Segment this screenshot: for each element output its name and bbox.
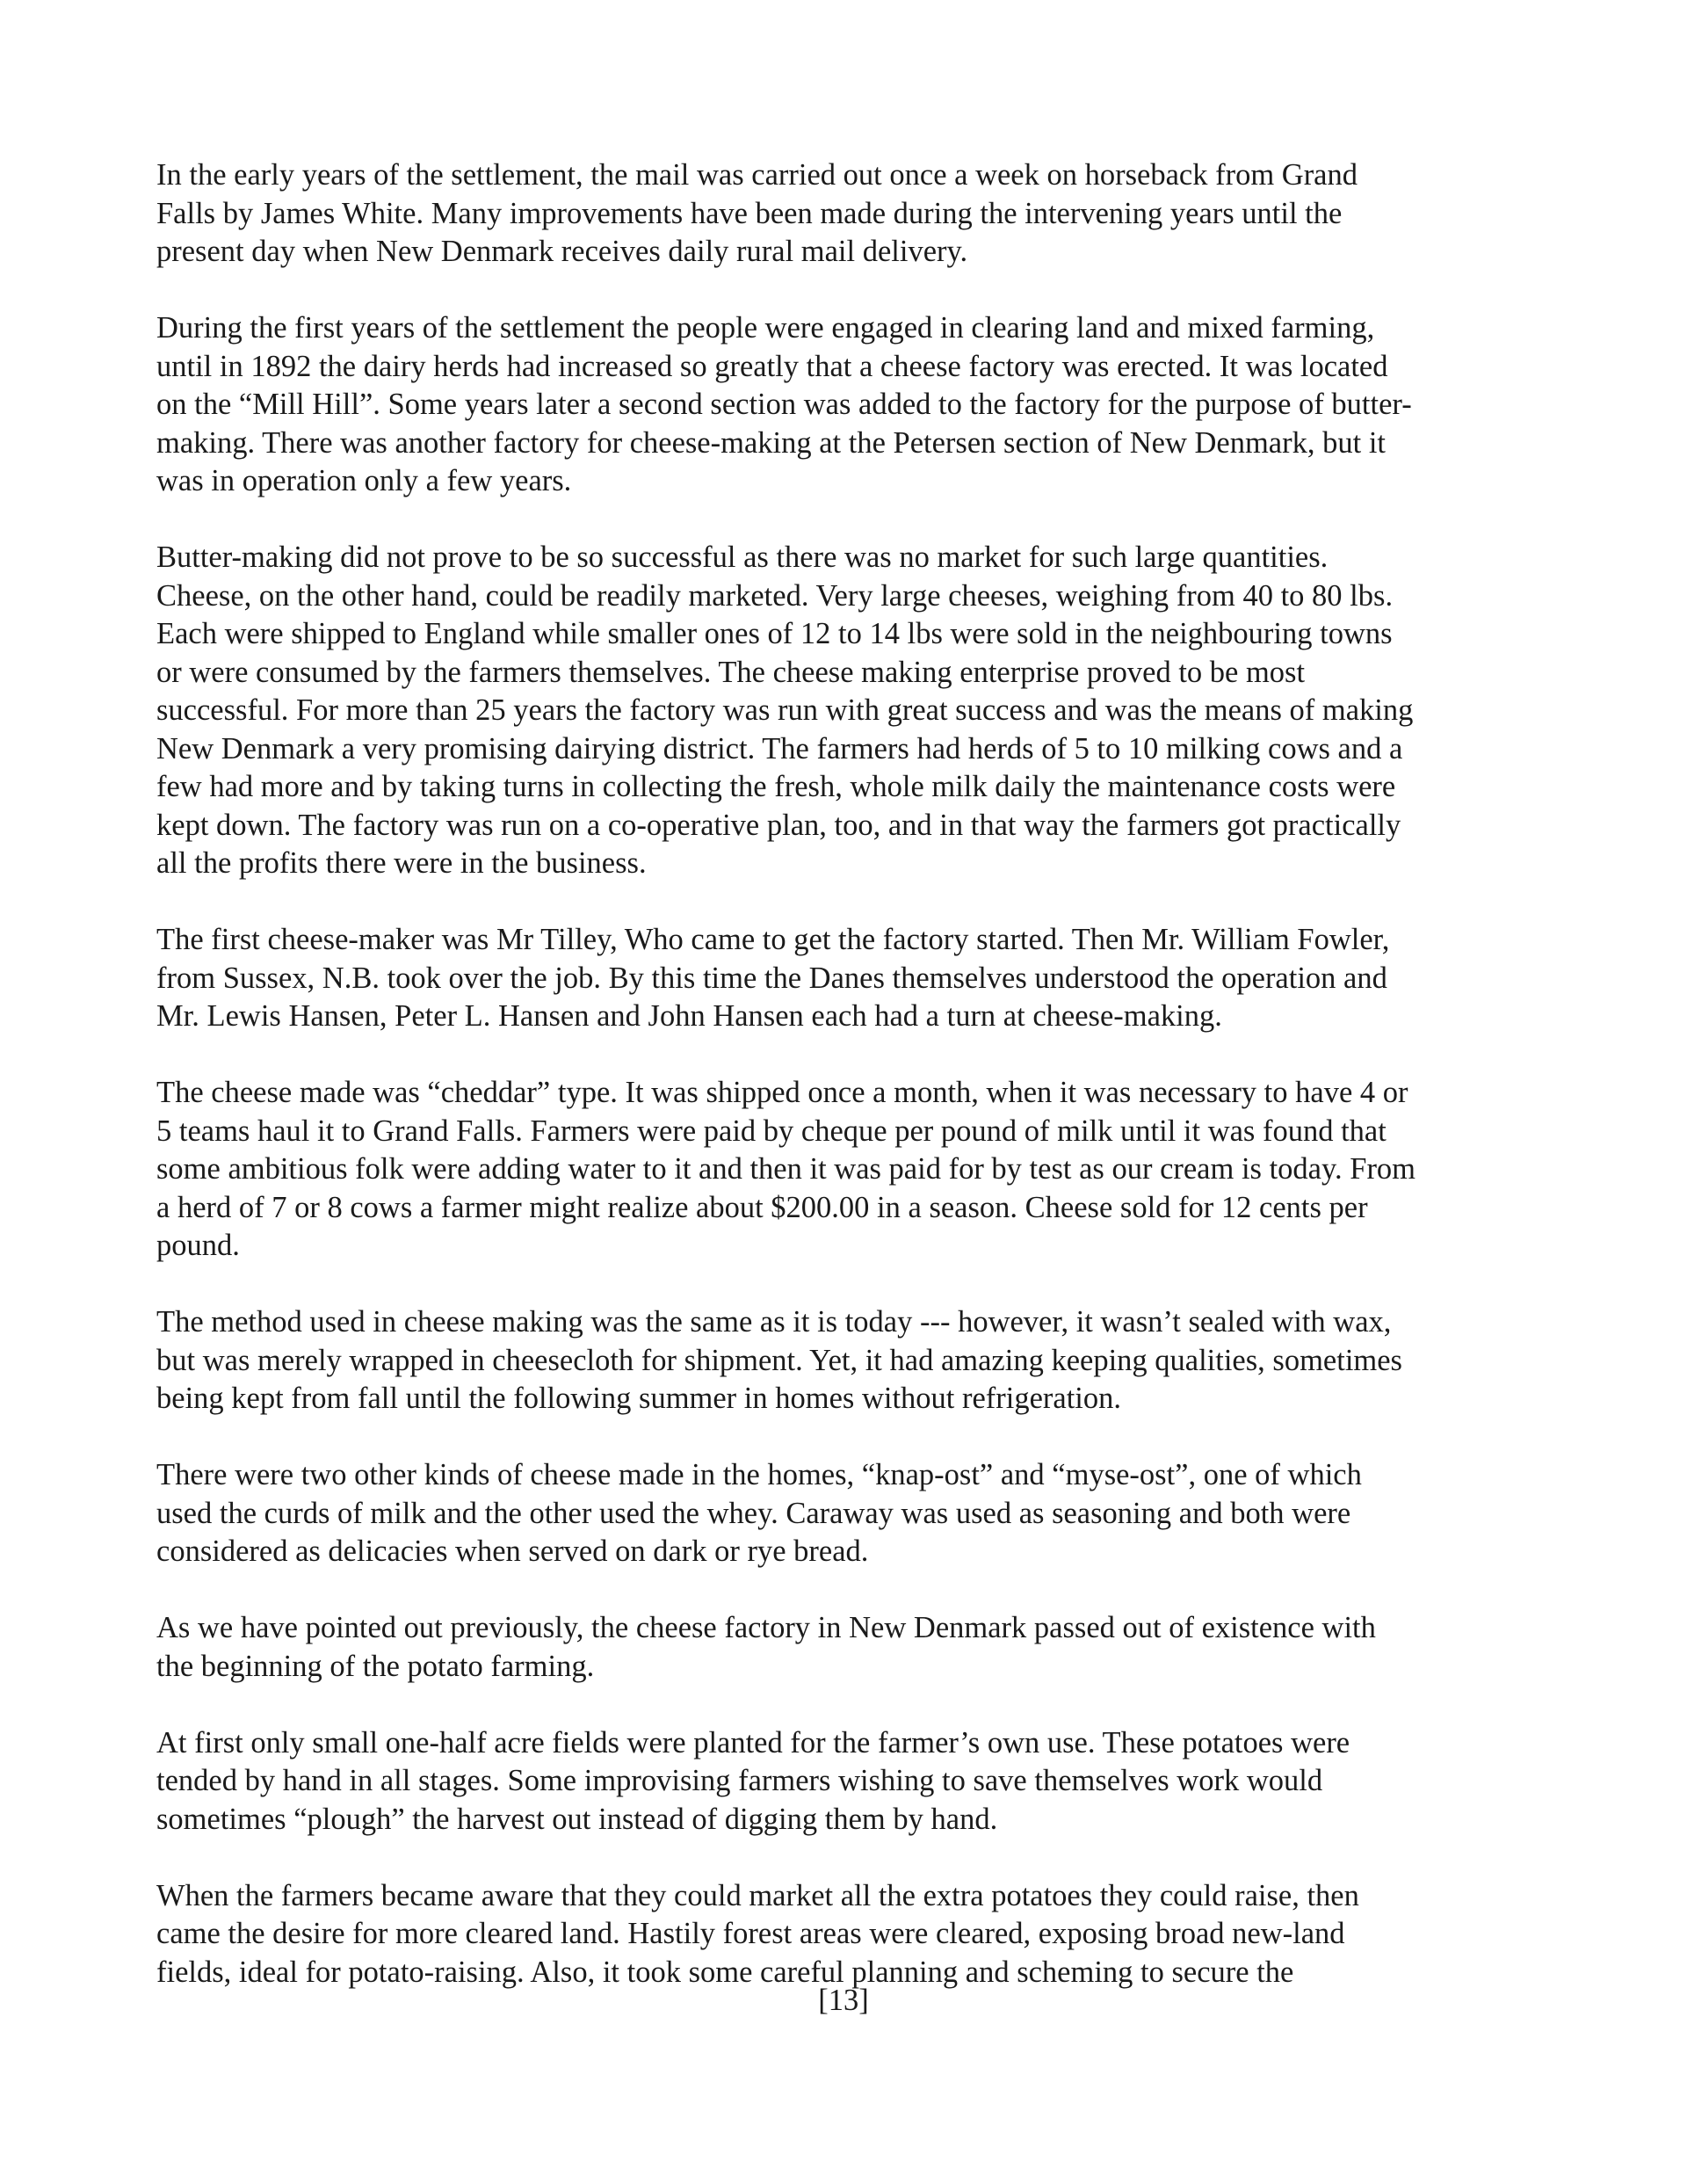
page-number: [13] xyxy=(818,1984,869,2017)
paragraph-cheese-method: The method used in cheese making was the same as it is today --- however, it wasn’t sealed with wax, but was merely wrapped in cheesecloth for shipment. Yet, it had amazing keeping qualities, sometimes being kept from fall until the following summer in homes without refrigeration. xyxy=(156,1305,1402,1415)
paragraph-home-cheeses: There were two other kinds of cheese made in the homes, “knap-ost” and “myse-ost”, one of which used the curds of milk and the other used the whey. Caraway was used as seasoning and both were considered as delicacies when served on dark or rye bread. xyxy=(156,1458,1362,1568)
paragraph-factory-closing: As we have pointed out previously, the cheese factory in New Denmark passed out of existence with the beginning of the potato farming. xyxy=(156,1611,1376,1683)
paragraph-early-potatoes: At first only small one-half acre fields were planted for the farmer’s own use. These potatoes were tended by hand in all stages. Some improvising farmers wishing to save themselves work would sometimes “plough” the harvest out instead of digging them by hand. xyxy=(156,1725,1350,1836)
paragraph-mail-delivery: In the early years of the settlement, the mail was carried out once a week on horseback from Grand Falls by James White. Many improvements have been made during the intervening years until the present day when New Denmark receives daily rural mail delivery. xyxy=(156,158,1358,268)
paragraph-butter-making: Butter-making did not prove to be so successful as there was no market for such large quantities. Cheese, on the other hand, could be readily marketed. Very large cheeses, weighing from 40 to 80 lbs. Each were shipped to England while smaller ones of 12 to 14 lbs were sold in the neighbouring towns or were consumed by the farmers themselves. The cheese making enterprise proved to be most successful. For more than 25 years the factory was run with great success and was the means of making New Denmark a very promising dairying district. The farmers had herds of 5 to 10 milking cows and a few had more and by taking turns in collecting the fresh, whole milk daily the maintenance costs were kept down. The factory was run on a co-operative plan, too, and in that way the farmers got practically all the profits there were in the business. xyxy=(156,541,1414,880)
body-text xyxy=(156,156,1545,2030)
paragraph-land-clearing: When the farmers became aware that they could market all the extra potatoes they could raise, then came the desire for more cleared land. Hastily forest areas were cleared, exposing broad new-land fields, ideal for potato-raising. Also, it took some careful planning and scheming to secure the xyxy=(156,1878,1359,1989)
paragraph-cheddar: The cheese made was “cheddar” type. It was shipped once a month, when it was necessary to have 4 or 5 teams haul it to Grand Falls. Farmers were paid by cheque per pound of milk until it was found that some ambitious folk were adding water to it and then it was paid for by test as our cream is today. From a herd of 7 or 8 cows a farmer might realize about $200.00 in a season. Cheese sold for 12 cents per pound. xyxy=(156,1076,1416,1262)
paragraph-cheese-factory: During the first years of the settlement the people were engaged in clearing land and mixed farming, until in 1892 the dairy herds had increased so greatly that a cheese factory was erected. It was located on the “Mill Hill”. Some years later a second section was added to the factory for the purpose of butter- making. There was another factory for cheese-making at the Petersen section of New Denmark, but it was in operation only a few years. xyxy=(156,311,1412,497)
paragraph-cheese-makers: The first cheese-maker was Mr Tilley, Who came to get the factory started. Then Mr. William Fowler, from Sussex, N.B. took over the job. By this time the Danes themselves understood the operation and Mr. Lewis Hansen, Peter L. Hansen and John Hansen each had a turn at cheese-making. xyxy=(156,923,1390,1033)
